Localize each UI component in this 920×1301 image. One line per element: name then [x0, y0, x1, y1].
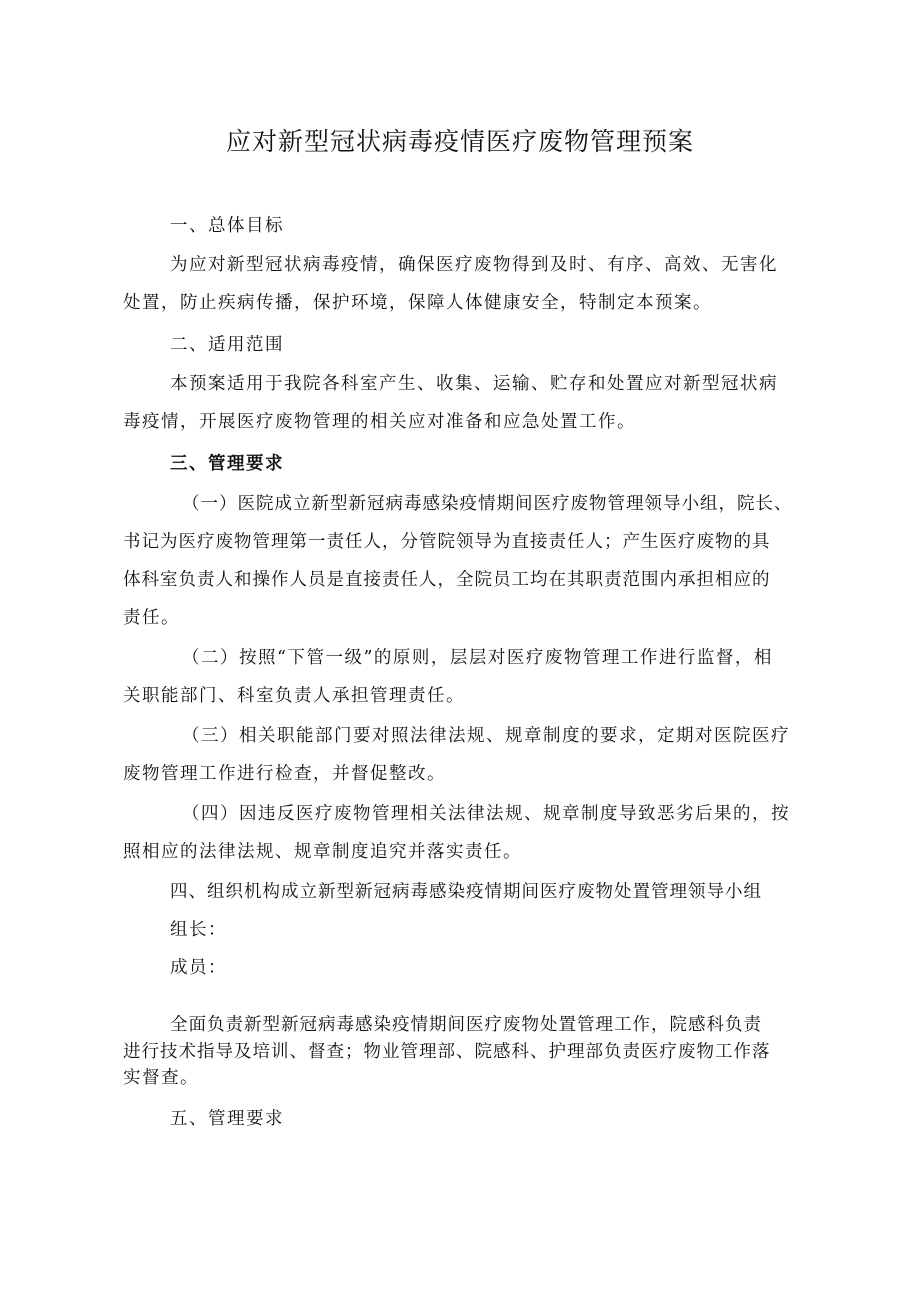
section-1-heading: 一、总体目标 [170, 216, 284, 236]
section-1-para-line: 为应对新型冠状病毒疫情，确保医疗废物得到及时、有序、高效、无害化 [170, 255, 778, 275]
section-3-item-1-line: 责任。 [123, 608, 180, 628]
section-3-item-2-line: 关职能部门、科室负责人承担管理责任。 [123, 686, 465, 706]
section-3-item-4-line: 照相应的法律法规、规章制度追究并落实责任。 [123, 842, 522, 862]
section-2-heading: 二、适用范围 [170, 335, 284, 355]
section-4-heading: 四、组织机构成立新型新冠病毒感染疫情期间医疗废物处置管理领导小组 [170, 882, 762, 902]
members-label: 成员： [170, 958, 227, 978]
section-3-item-3-line: 废物管理工作进行检查，并督促整改。 [123, 764, 446, 784]
section-4-para-line: 进行技术指导及培训、督查；物业管理部、院感科、护理部负责医疗废物工作落 [123, 1042, 771, 1062]
section-3-item-2-line: （二）按照“下管一级”的原则，层层对医疗废物管理工作进行监督，相 [182, 648, 773, 668]
section-2-para-line: 本预案适用于我院各科室产生、收集、运输、贮存和处置应对新型冠状病 [170, 374, 778, 394]
section-4-para-line: 实督查。 [123, 1068, 199, 1088]
section-3-item-1-line: 书记为医疗废物管理第一责任人，分管院领导为直接责任人；产生医疗废物的具 [123, 532, 771, 552]
section-4-para-line: 全面负责新型新冠病毒感染疫情期间医疗废物处置管理工作，院感科负责 [170, 1015, 762, 1035]
leader-label: 组长： [170, 920, 227, 940]
section-3-item-4-line: （四）因违反医疗废物管理相关法律法规、规章制度导致恶劣后果的，按 [182, 804, 790, 824]
section-1-para-line: 处置，防止疾病传播，保护环境，保障人体健康安全，特制定本预案。 [123, 293, 712, 313]
document-title: 应对新型冠状病毒疫情医疗废物管理预案 [225, 127, 694, 156]
section-3-item-1-line: （一）医院成立新型新冠病毒感染疫情期间医疗废物管理领导小组，院长、 [182, 494, 793, 514]
section-2-para-line: 毒疫情，开展医疗废物管理的相关应对准备和应急处置工作。 [123, 412, 636, 432]
section-5-heading: 五、管理要求 [170, 1109, 284, 1129]
section-3-heading: 三、管理要求 [170, 454, 284, 474]
section-3-item-3-line: （三）相关职能部门要对照法律法规、规章制度的要求，定期对医院医疗 [182, 726, 790, 746]
section-3-item-1-line: 体科室负责人和操作人员是直接责任人，全院员工均在其职责范围内承担相应的 [123, 570, 771, 590]
